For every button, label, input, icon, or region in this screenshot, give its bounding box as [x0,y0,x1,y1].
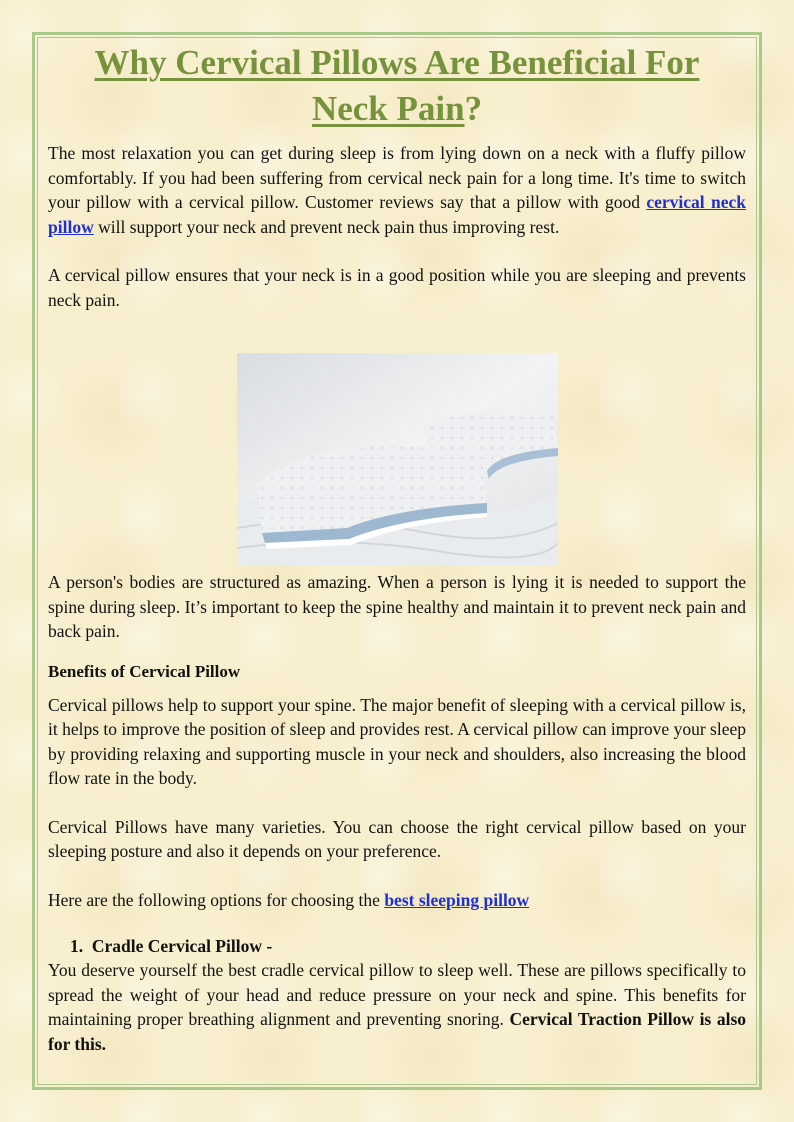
list-number: 1. [70,936,84,956]
paragraph-benefits: Cervical pillows help to support your spine. The major benefit of sleeping with a cervical pillow is, it helps to improve the position of sleep and provides rest. A cervical pillow can improve your sleep by providing relaxing and supporting muscle in your neck and shoulders, also increasing the blood flow rate in the body. [48,694,746,788]
title-line1: Why Cervical Pillows Are Beneficial For [94,43,700,82]
benefits-heading: Benefits of Cervical Pillow [48,661,241,681]
intro-paragraph: The most relaxation you can get during sleep is from lying down on a neck with a fluffy pillow comfortably. If you had been suffering from cervical neck pain for a long time. It's time to switch your pillow with a cervical pillow. Customer reviews say that a pillow with good cervical neck pillow will support your neck and prevent neck pain thus improving rest. [48,143,746,237]
pillows-illustration [237,353,558,566]
paragraph-cradle: You deserve yourself the best cradle cervical pillow to sleep well. These are pillows specifically to spread the weight of your head and reduce pressure on your neck and spine. This benefits for maintaining proper breathing alignment and preventing snoring. Cervical Traction Pillow is also for this. [48,960,746,1054]
best-sleeping-pillow-link[interactable]: best sleeping pillow [384,889,530,910]
title-qmark: ? [464,89,483,128]
list-item-cradle [48,934,746,958]
pillow-image [237,353,558,566]
page-title [48,40,746,132]
title-line2: Neck Pain [311,89,465,128]
paragraph-spine-support: A person's bodies are structured as amazing. When a person is lying it is needed to support the spine during sleep. It’s important to keep the spine healthy and maintain it to prevent neck pain and back pain. [48,572,746,641]
paragraph-varieties: Cervical Pillows have many varieties. You can choose the right cervical pillow based on your sleeping posture and also it depends on your preference. [48,816,746,861]
article [48,40,746,1056]
list-label: Cradle Cervical Pillow - [91,936,273,956]
paragraph-options: Here are the following options for choosing the best sleeping pillow [48,889,530,910]
cervical-neck-pillow-link[interactable]: cervical neck pillow [48,192,746,237]
paragraph-neck-position: A cervical pillow ensures that your neck is in a good position while you are sleeping and prevents neck pain. [48,265,746,310]
